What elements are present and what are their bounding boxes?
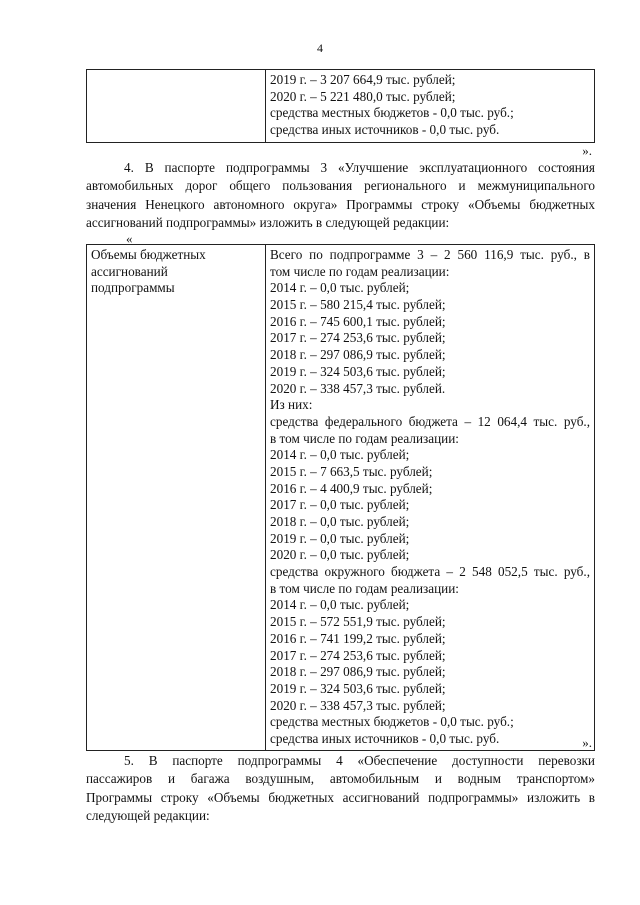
budget-line: 2016 г. – 745 600,1 тыс. рублей; xyxy=(270,313,446,329)
paragraph-5-line: следующей редакции: xyxy=(86,808,210,824)
paragraph-5-line: Программы строку «Объемы бюджетных ассигнований подпрограммы» изложить в xyxy=(86,789,595,805)
table1-line: средства иных источников - 0,0 тыс. руб. xyxy=(270,122,500,138)
paragraph-5-line: пассажиров и багажа воздушным, автомобильным и водным транспортом» xyxy=(86,771,595,787)
budget-line: том числе по годам реализации: xyxy=(270,263,450,279)
table1-right-cell xyxy=(266,70,595,143)
budget-line: 2014 г. – 0,0 тыс. рублей; xyxy=(270,280,410,296)
budget-line: 2019 г. – 0,0 тыс. рублей; xyxy=(270,530,410,546)
budget-line: средства местных бюджетов - 0,0 тыс. руб.; xyxy=(270,714,514,730)
paragraph-4-line: значения Ненецкого автономного округа» Программы строку «Объемы бюджетных xyxy=(86,196,595,212)
paragraph-4-line: ассигнований подпрограммы» изложить в следующей редакции: xyxy=(86,215,450,231)
budget-line: 2020 г. – 0,0 тыс. рублей; xyxy=(270,547,410,563)
budget-line: 2017 г. – 274 253,6 тыс. рублей; xyxy=(270,647,446,663)
paragraph-4 xyxy=(86,159,595,233)
budget-line: 2018 г. – 297 086,9 тыс. рублей; xyxy=(270,347,446,363)
budget-values-cell xyxy=(266,245,595,751)
budget-line: 2016 г. – 741 199,2 тыс. рублей; xyxy=(270,630,446,646)
paragraph-4-line: автомобильных дорог общего пользования регионального и межмуниципального xyxy=(86,178,595,194)
budget-line: 2014 г. – 0,0 тыс. рублей; xyxy=(270,597,410,613)
table1-line: 2019 г. – 3 207 664,9 тыс. рублей; xyxy=(270,72,456,87)
budget-label-line: Объемы бюджетных xyxy=(91,247,206,262)
table1-line: 2020 г. – 5 221 480,0 тыс. рублей; xyxy=(270,88,456,104)
budget-line: в том числе по годам реализации: xyxy=(270,430,459,446)
budget-allocations-table xyxy=(86,244,595,751)
budget-line: 2015 г. – 572 551,9 тыс. рублей; xyxy=(270,614,446,630)
budget-line: 2015 г. – 7 663,5 тыс. рублей; xyxy=(270,463,433,479)
paragraph-5-line: 5. В паспорте подпрограммы 4 «Обеспечение доступности перевозки xyxy=(124,753,595,768)
budget-line: в том числе по годам реализации: xyxy=(270,580,459,596)
budget-line: средства федерального бюджета – 12 064,4 тыс. руб., xyxy=(270,413,590,429)
budget-line: средства окружного бюджета – 2 548 052,5 тыс. руб., xyxy=(270,564,590,580)
paragraph-4-line: 4. В паспорте подпрограммы 3 «Улучшение эксплуатационного состояния xyxy=(124,160,595,175)
budget-line: 2019 г. – 324 503,6 тыс. рублей; xyxy=(270,363,446,379)
budget-line: 2016 г. – 4 400,9 тыс. рублей; xyxy=(270,480,433,496)
budget-line: 2015 г. – 580 215,4 тыс. рублей; xyxy=(270,297,446,313)
budget-line: 2020 г. – 338 457,3 тыс. рублей; xyxy=(270,697,446,713)
page-number: 4 xyxy=(317,41,323,55)
table1-left-cell xyxy=(87,70,266,143)
budget-line: 2019 г. – 324 503,6 тыс. рублей; xyxy=(270,680,446,696)
closing-quote-1: ». xyxy=(582,143,592,158)
budget-line: 2017 г. – 274 253,6 тыс. рублей; xyxy=(270,330,446,346)
budget-label-line: ассигнований xyxy=(91,263,168,279)
paragraph-5 xyxy=(86,752,595,826)
budget-line: средства иных источников - 0,0 тыс. руб. xyxy=(270,730,500,746)
budget-line: Всего по подпрограмме 3 – 2 560 116,9 тыс. руб., в xyxy=(270,247,590,262)
budget-line: 2020 г. – 338 457,3 тыс. рублей. xyxy=(270,380,446,396)
budget-table-continued xyxy=(86,69,595,143)
budget-label-line: подпрограммы xyxy=(91,280,175,296)
budget-line: 2018 г. – 297 086,9 тыс. рублей; xyxy=(270,664,446,680)
budget-line: 2014 г. – 0,0 тыс. рублей; xyxy=(270,447,410,463)
table1-line: средства местных бюджетов - 0,0 тыс. руб.; xyxy=(270,105,514,121)
budget-line: 2017 г. – 0,0 тыс. рублей; xyxy=(270,497,410,513)
opening-quote: « xyxy=(126,231,133,246)
budget-label-cell xyxy=(87,245,266,751)
budget-line: Из них: xyxy=(270,397,313,413)
closing-quote-2: ». xyxy=(582,735,592,750)
budget-line: 2018 г. – 0,0 тыс. рублей; xyxy=(270,514,410,529)
